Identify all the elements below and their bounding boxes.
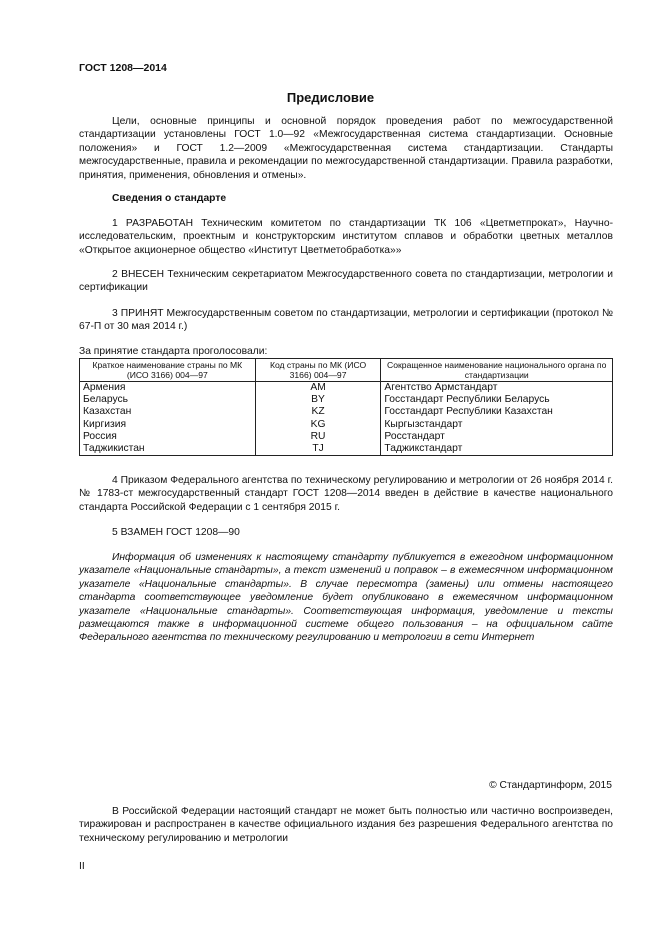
national-body-cell: Таджикстандарт: [381, 443, 613, 456]
country-code-cell: RU: [255, 431, 381, 443]
national-body-cell: Госстандарт Республики Казахстан: [381, 406, 613, 418]
country-name-cell: Киргизия: [80, 419, 256, 431]
page-number: II: [79, 861, 85, 872]
vote-caption: За принятие стандарта проголосовали:: [79, 346, 268, 357]
header-country-name: Краткое наименование страны по МК (ИСО 3166) 004—97: [80, 359, 256, 382]
document-code-header: ГОСТ 1208—2014: [79, 62, 167, 74]
country-code-cell: BY: [255, 394, 381, 406]
item-3-paragraph: 3 ПРИНЯТ Межгосударственным советом по стандартизации, метрологии и сертификации (протокол № 67-П от 30 мая 2014 г.): [79, 308, 613, 333]
rights-paragraph: В Российской Федерации настоящий стандарт не может быть полностью или частично воспроизведен, тиражирован и распространен в качестве официального издания без разрешения Федерального агентства по техническому регулированию и метрологии: [79, 806, 613, 844]
copyright-line: © Стандартинформ, 2015: [489, 780, 612, 791]
vote-table-header-row: [80, 359, 613, 382]
section-title: Предисловие: [286, 90, 375, 105]
item-4-paragraph: 4 Приказом Федерального агентства по техническому регулированию и метрологии от 26 ноября 2014 г. № 1783-ст межгосударственный стандарт ГОСТ 1208—2014 введен в действие в качестве национального стандарта Российской Федерации с 1 сентября 2015 г.: [79, 475, 613, 513]
table-row: [80, 419, 613, 431]
table-row: [80, 382, 613, 395]
vote-table: [79, 358, 613, 456]
country-name-cell: Беларусь: [80, 394, 256, 406]
intro-paragraph: Цели, основные принципы и основной порядок проведения работ по межгосударственной стандартизации установлены ГОСТ 1.0—92 «Межгосударственная система стандартизации. Основные положения» и ГОСТ 1.2—2009 «Межгосударственная система стандартизации. Стандарты межгосударственные, правила и рекомендации по межгосударственной стандартизации. Правила разработки, принятия, применения, обновления и отмены».: [79, 116, 613, 181]
item-2-paragraph: 2 ВНЕСЕН Техническим секретариатом Межгосударственного совета по стандартизации, метрологии и сертификации: [79, 269, 613, 294]
country-code-cell: AM: [255, 382, 381, 395]
national-body-cell: Росстандарт: [381, 431, 613, 443]
country-name-cell: Россия: [80, 431, 256, 443]
national-body-cell: Кыргызстандарт: [381, 419, 613, 431]
item-5-paragraph: 5 ВЗАМЕН ГОСТ 1208—90: [112, 527, 240, 538]
country-code-cell: TJ: [255, 443, 381, 456]
info-heading: Сведения о стандарте: [112, 193, 227, 204]
country-name-cell: Армения: [80, 382, 256, 395]
item-1-paragraph: 1 РАЗРАБОТАН Техническим комитетом по стандартизации ТК 106 «Цветметпрокат», Научно-исследовательским, проектным и конструкторским институтом сплавов и обработки цветных металлов «Открытое акционерное общество «Институт Цветметобработка»»: [79, 218, 613, 256]
national-body-cell: Агентство Армстандарт: [381, 382, 613, 395]
table-row: [80, 394, 613, 406]
changes-notice-paragraph: Информация об изменениях к настоящему стандарту публикуется в ежегодном информационном указателе «Национальные стандарты», а текст изменений и поправок – в ежемесячном информационном указателе «Национальные стандарты». В случае пересмотра (замены) или отмены настоящего стандарта соответствующее уведомление будет опубликовано в ежемесячном информационном указателе «Национальные стандарты». Соответствующая информация, уведомление и тексты размещаются также в информационной системе общего пользования – на официальном сайте Федерального агентства по техническому регулированию и метрологии в сети Интернет: [79, 552, 613, 644]
national-body-cell: Госстандарт Республики Беларусь: [381, 394, 613, 406]
country-code-cell: KZ: [255, 406, 381, 418]
table-row: [80, 431, 613, 443]
country-name-cell: Казахстан: [80, 406, 256, 418]
header-national-body: Сокращенное наименование национального органа по стандартизации: [381, 359, 613, 382]
header-country-code: Код страны по МК (ИСО 3166) 004—97: [255, 359, 381, 382]
country-code-cell: KG: [255, 419, 381, 431]
table-row: [80, 406, 613, 418]
table-row: [80, 443, 613, 456]
country-name-cell: Таджикистан: [80, 443, 256, 456]
